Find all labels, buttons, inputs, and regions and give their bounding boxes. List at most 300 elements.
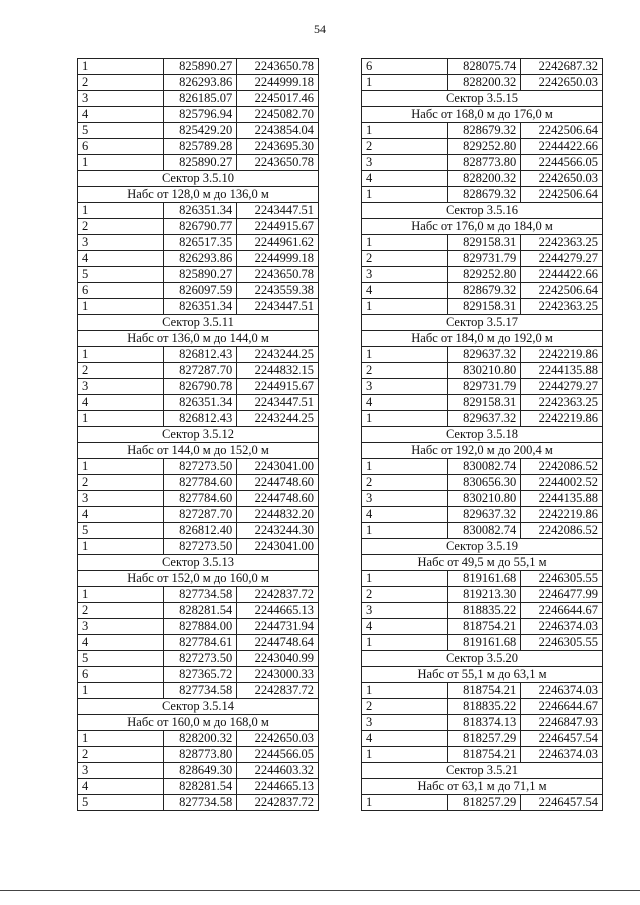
left-table-body <box>78 59 319 811</box>
x-coordinate: 825796.94 <box>164 107 237 123</box>
y-coordinate: 2246847.93 <box>521 715 603 731</box>
sector-range-row <box>362 443 603 459</box>
left-column <box>77 58 319 811</box>
y-coordinate: 2242837.72 <box>237 587 319 603</box>
table-row <box>78 731 319 747</box>
table-row <box>78 683 319 699</box>
x-coordinate: 830210.80 <box>448 491 521 507</box>
y-coordinate: 2244422.66 <box>521 267 603 283</box>
x-coordinate: 826293.86 <box>164 75 237 91</box>
point-number: 1 <box>78 683 164 699</box>
point-number: 1 <box>362 523 448 539</box>
table-row <box>362 731 603 747</box>
y-coordinate: 2245082.70 <box>237 107 319 123</box>
sector-title-row <box>78 555 319 571</box>
x-coordinate: 829731.79 <box>448 379 521 395</box>
y-coordinate: 2244999.18 <box>237 75 319 91</box>
y-coordinate: 2242363.25 <box>521 395 603 411</box>
table-row <box>362 187 603 203</box>
y-coordinate: 2242650.03 <box>521 75 603 91</box>
x-coordinate: 818257.29 <box>448 731 521 747</box>
point-number: 1 <box>362 571 448 587</box>
sector-range: Набс от 192,0 м до 200,4 м <box>362 443 603 459</box>
page-number: 54 <box>314 22 326 36</box>
table-row <box>78 763 319 779</box>
x-coordinate: 829637.32 <box>448 411 521 427</box>
point-number: 6 <box>362 59 448 75</box>
y-coordinate: 2244279.27 <box>521 251 603 267</box>
point-number: 1 <box>78 411 164 427</box>
point-number: 5 <box>78 651 164 667</box>
sector-title: Сектор 3.5.16 <box>362 203 603 219</box>
x-coordinate: 826185.07 <box>164 91 237 107</box>
table-row <box>78 667 319 683</box>
point-number: 1 <box>78 155 164 171</box>
y-coordinate: 2244915.67 <box>237 219 319 235</box>
y-coordinate: 2244748.60 <box>237 491 319 507</box>
point-number: 2 <box>78 747 164 763</box>
y-coordinate: 2243000.33 <box>237 667 319 683</box>
y-coordinate: 2242086.52 <box>521 459 603 475</box>
y-coordinate: 2242363.25 <box>521 235 603 251</box>
y-coordinate: 2242219.86 <box>521 347 603 363</box>
table-row <box>78 619 319 635</box>
table-row <box>362 123 603 139</box>
sector-title-row <box>362 763 603 779</box>
y-coordinate: 2242650.03 <box>521 171 603 187</box>
point-number: 4 <box>78 395 164 411</box>
right-table-body <box>362 59 603 811</box>
x-coordinate: 826517.35 <box>164 235 237 251</box>
x-coordinate: 829252.80 <box>448 267 521 283</box>
table-row <box>362 507 603 523</box>
table-row <box>78 91 319 107</box>
x-coordinate: 828649.30 <box>164 763 237 779</box>
y-coordinate: 2242837.72 <box>237 795 319 811</box>
y-coordinate: 2243040.99 <box>237 651 319 667</box>
table-row <box>78 299 319 315</box>
table-row <box>78 539 319 555</box>
sector-range-row <box>78 571 319 587</box>
y-coordinate: 2246457.54 <box>521 795 603 811</box>
sector-range-row <box>362 779 603 795</box>
x-coordinate: 826812.43 <box>164 411 237 427</box>
x-coordinate: 825890.27 <box>164 267 237 283</box>
point-number: 3 <box>362 379 448 395</box>
sector-title: Сектор 3.5.11 <box>78 315 319 331</box>
sector-title-row <box>362 203 603 219</box>
sector-range-row <box>78 443 319 459</box>
point-number: 1 <box>362 235 448 251</box>
sector-title: Сектор 3.5.21 <box>362 763 603 779</box>
x-coordinate: 826812.43 <box>164 347 237 363</box>
x-coordinate: 827287.70 <box>164 363 237 379</box>
x-coordinate: 818754.21 <box>448 683 521 699</box>
table-row <box>78 155 319 171</box>
point-number: 5 <box>78 267 164 283</box>
y-coordinate: 2246374.03 <box>521 683 603 699</box>
y-coordinate: 2244731.94 <box>237 619 319 635</box>
y-coordinate: 2244566.05 <box>237 747 319 763</box>
point-number: 3 <box>78 491 164 507</box>
y-coordinate: 2244279.27 <box>521 379 603 395</box>
table-row <box>362 155 603 171</box>
sector-range-row <box>362 555 603 571</box>
table-row <box>362 459 603 475</box>
point-number: 2 <box>78 219 164 235</box>
y-coordinate: 2243650.78 <box>237 267 319 283</box>
y-coordinate: 2242837.72 <box>237 683 319 699</box>
point-number: 1 <box>362 459 448 475</box>
x-coordinate: 827884.00 <box>164 619 237 635</box>
x-coordinate: 827365.72 <box>164 667 237 683</box>
point-number: 4 <box>362 619 448 635</box>
sector-range-row <box>362 107 603 123</box>
y-coordinate: 2243447.51 <box>237 395 319 411</box>
sector-title-row <box>78 315 319 331</box>
table-row <box>362 171 603 187</box>
x-coordinate: 827273.50 <box>164 539 237 555</box>
table-row <box>78 123 319 139</box>
y-coordinate: 2245017.46 <box>237 91 319 107</box>
point-number: 1 <box>78 59 164 75</box>
y-coordinate: 2246477.99 <box>521 587 603 603</box>
sector-range: Набс от 152,0 м до 160,0 м <box>78 571 319 587</box>
table-row <box>78 795 319 811</box>
table-row <box>362 587 603 603</box>
table-row <box>362 59 603 75</box>
sector-title: Сектор 3.5.10 <box>78 171 319 187</box>
table-row <box>362 523 603 539</box>
sector-range-row <box>78 331 319 347</box>
table-row <box>78 139 319 155</box>
table-row <box>362 235 603 251</box>
y-coordinate: 2243041.00 <box>237 459 319 475</box>
table-row <box>362 75 603 91</box>
table-row <box>362 267 603 283</box>
point-number: 1 <box>78 731 164 747</box>
point-number: 4 <box>362 283 448 299</box>
x-coordinate: 828773.80 <box>448 155 521 171</box>
x-coordinate: 827734.58 <box>164 683 237 699</box>
x-coordinate: 828281.54 <box>164 603 237 619</box>
x-coordinate: 827287.70 <box>164 507 237 523</box>
sector-title-row <box>362 539 603 555</box>
table-row <box>362 283 603 299</box>
y-coordinate: 2244832.15 <box>237 363 319 379</box>
y-coordinate: 2246374.03 <box>521 747 603 763</box>
table-row <box>78 523 319 539</box>
point-number: 1 <box>362 683 448 699</box>
point-number: 3 <box>362 603 448 619</box>
y-coordinate: 2242219.86 <box>521 411 603 427</box>
table-row <box>78 635 319 651</box>
bottom-divider <box>0 890 640 891</box>
y-coordinate: 2246457.54 <box>521 731 603 747</box>
y-coordinate: 2242506.64 <box>521 283 603 299</box>
sector-title-row <box>78 699 319 715</box>
x-coordinate: 830082.74 <box>448 459 521 475</box>
table-row <box>362 475 603 491</box>
sector-title: Сектор 3.5.19 <box>362 539 603 555</box>
x-coordinate: 828075.74 <box>448 59 521 75</box>
x-coordinate: 828281.54 <box>164 779 237 795</box>
sector-title: Сектор 3.5.12 <box>78 427 319 443</box>
x-coordinate: 826812.40 <box>164 523 237 539</box>
y-coordinate: 2243041.00 <box>237 539 319 555</box>
point-number: 4 <box>78 507 164 523</box>
table-row <box>78 587 319 603</box>
table-row <box>362 683 603 699</box>
table-row <box>362 491 603 507</box>
point-number: 3 <box>78 763 164 779</box>
table-row <box>78 379 319 395</box>
y-coordinate: 2243559.38 <box>237 283 319 299</box>
point-number: 1 <box>362 747 448 763</box>
x-coordinate: 829637.32 <box>448 347 521 363</box>
point-number: 4 <box>362 731 448 747</box>
point-number: 6 <box>78 283 164 299</box>
table-row <box>78 283 319 299</box>
point-number: 2 <box>78 75 164 91</box>
sector-range: Набс от 63,1 м до 71,1 м <box>362 779 603 795</box>
table-row <box>362 251 603 267</box>
x-coordinate: 826097.59 <box>164 283 237 299</box>
point-number: 5 <box>78 523 164 539</box>
sector-title: Сектор 3.5.15 <box>362 91 603 107</box>
table-row <box>78 235 319 251</box>
table-row <box>78 779 319 795</box>
y-coordinate: 2242650.03 <box>237 731 319 747</box>
sector-range: Набс от 160,0 м до 168,0 м <box>78 715 319 731</box>
sector-range: Набс от 176,0 м до 184,0 м <box>362 219 603 235</box>
x-coordinate: 826351.34 <box>164 203 237 219</box>
table-row <box>78 491 319 507</box>
table-row <box>362 379 603 395</box>
y-coordinate: 2244135.88 <box>521 491 603 507</box>
sector-title-row <box>78 427 319 443</box>
x-coordinate: 828679.32 <box>448 123 521 139</box>
x-coordinate: 827784.60 <box>164 475 237 491</box>
y-coordinate: 2244665.13 <box>237 603 319 619</box>
x-coordinate: 830210.80 <box>448 363 521 379</box>
y-coordinate: 2246644.67 <box>521 603 603 619</box>
y-coordinate: 2244566.05 <box>521 155 603 171</box>
point-number: 1 <box>78 299 164 315</box>
point-number: 2 <box>78 363 164 379</box>
sector-range: Набс от 49,5 м до 55,1 м <box>362 555 603 571</box>
y-coordinate: 2242506.64 <box>521 123 603 139</box>
x-coordinate: 825890.27 <box>164 155 237 171</box>
point-number: 1 <box>78 203 164 219</box>
table-row <box>362 363 603 379</box>
sector-title: Сектор 3.5.18 <box>362 427 603 443</box>
x-coordinate: 818257.29 <box>448 795 521 811</box>
table-row <box>362 699 603 715</box>
x-coordinate: 829637.32 <box>448 507 521 523</box>
point-number: 2 <box>362 251 448 267</box>
x-coordinate: 826790.77 <box>164 219 237 235</box>
x-coordinate: 827273.50 <box>164 651 237 667</box>
y-coordinate: 2244915.67 <box>237 379 319 395</box>
y-coordinate: 2244961.62 <box>237 235 319 251</box>
point-number: 1 <box>78 539 164 555</box>
point-number: 2 <box>78 603 164 619</box>
x-coordinate: 829252.80 <box>448 139 521 155</box>
x-coordinate: 826790.78 <box>164 379 237 395</box>
point-number: 4 <box>78 107 164 123</box>
coordinates-table-left <box>77 58 319 811</box>
x-coordinate: 828679.32 <box>448 187 521 203</box>
point-number: 3 <box>78 235 164 251</box>
sector-range-row <box>362 331 603 347</box>
sector-range: Набс от 184,0 м до 192,0 м <box>362 331 603 347</box>
sector-range: Набс от 136,0 м до 144,0 м <box>78 331 319 347</box>
y-coordinate: 2243650.78 <box>237 59 319 75</box>
sector-range: Набс от 168,0 м до 176,0 м <box>362 107 603 123</box>
x-coordinate: 825890.27 <box>164 59 237 75</box>
table-row <box>78 347 319 363</box>
y-coordinate: 2246644.67 <box>521 699 603 715</box>
sector-range-row <box>78 187 319 203</box>
y-coordinate: 2246374.03 <box>521 619 603 635</box>
y-coordinate: 2244135.88 <box>521 363 603 379</box>
point-number: 2 <box>362 139 448 155</box>
sector-title: Сектор 3.5.13 <box>78 555 319 571</box>
table-row <box>78 507 319 523</box>
table-row <box>362 635 603 651</box>
y-coordinate: 2244002.52 <box>521 475 603 491</box>
y-coordinate: 2243244.25 <box>237 347 319 363</box>
x-coordinate: 827784.60 <box>164 491 237 507</box>
y-coordinate: 2242219.86 <box>521 507 603 523</box>
point-number: 2 <box>362 475 448 491</box>
x-coordinate: 818835.22 <box>448 699 521 715</box>
table-row <box>362 395 603 411</box>
point-number: 6 <box>78 667 164 683</box>
x-coordinate: 828773.80 <box>164 747 237 763</box>
x-coordinate: 825429.20 <box>164 123 237 139</box>
table-row <box>78 59 319 75</box>
table-row <box>78 475 319 491</box>
y-coordinate: 2243650.78 <box>237 155 319 171</box>
table-row <box>78 459 319 475</box>
x-coordinate: 829158.31 <box>448 395 521 411</box>
table-row <box>362 603 603 619</box>
table-row <box>362 795 603 811</box>
right-column <box>361 58 603 811</box>
x-coordinate: 818835.22 <box>448 603 521 619</box>
x-coordinate: 828200.32 <box>448 75 521 91</box>
y-coordinate: 2244832.20 <box>237 507 319 523</box>
sector-title: Сектор 3.5.20 <box>362 651 603 667</box>
x-coordinate: 827273.50 <box>164 459 237 475</box>
sector-title-row <box>78 171 319 187</box>
table-row <box>78 363 319 379</box>
point-number: 5 <box>78 795 164 811</box>
x-coordinate: 818374.13 <box>448 715 521 731</box>
sector-range-row <box>362 219 603 235</box>
point-number: 1 <box>362 795 448 811</box>
point-number: 4 <box>362 395 448 411</box>
point-number: 3 <box>78 619 164 635</box>
x-coordinate: 828200.32 <box>448 171 521 187</box>
x-coordinate: 819161.68 <box>448 635 521 651</box>
point-number: 1 <box>362 187 448 203</box>
sector-title: Сектор 3.5.14 <box>78 699 319 715</box>
point-number: 1 <box>78 347 164 363</box>
y-coordinate: 2243447.51 <box>237 203 319 219</box>
y-coordinate: 2242363.25 <box>521 299 603 315</box>
sector-title-row <box>362 91 603 107</box>
x-coordinate: 819213.30 <box>448 587 521 603</box>
x-coordinate: 829731.79 <box>448 251 521 267</box>
table-row <box>362 571 603 587</box>
sector-range-row <box>362 667 603 683</box>
x-coordinate: 818754.21 <box>448 747 521 763</box>
x-coordinate: 818754.21 <box>448 619 521 635</box>
y-coordinate: 2244603.32 <box>237 763 319 779</box>
table-row <box>362 747 603 763</box>
y-coordinate: 2243447.51 <box>237 299 319 315</box>
point-number: 4 <box>78 635 164 651</box>
point-number: 4 <box>78 779 164 795</box>
point-number: 4 <box>78 251 164 267</box>
table-row <box>362 139 603 155</box>
point-number: 4 <box>362 507 448 523</box>
point-number: 3 <box>362 155 448 171</box>
point-number: 1 <box>362 123 448 139</box>
y-coordinate: 2243695.30 <box>237 139 319 155</box>
table-row <box>78 267 319 283</box>
table-row <box>362 715 603 731</box>
y-coordinate: 2243854.04 <box>237 123 319 139</box>
point-number: 1 <box>362 347 448 363</box>
point-number: 2 <box>362 587 448 603</box>
y-coordinate: 2244999.18 <box>237 251 319 267</box>
y-coordinate: 2243244.25 <box>237 411 319 427</box>
point-number: 3 <box>362 715 448 731</box>
x-coordinate: 828200.32 <box>164 731 237 747</box>
table-row <box>362 411 603 427</box>
point-number: 3 <box>78 91 164 107</box>
sector-title-row <box>362 315 603 331</box>
y-coordinate: 2242687.32 <box>521 59 603 75</box>
x-coordinate: 819161.68 <box>448 571 521 587</box>
table-row <box>78 251 319 267</box>
table-row <box>78 411 319 427</box>
x-coordinate: 826351.34 <box>164 395 237 411</box>
x-coordinate: 826293.86 <box>164 251 237 267</box>
sector-range: Набс от 128,0 м до 136,0 м <box>78 187 319 203</box>
x-coordinate: 830656.30 <box>448 475 521 491</box>
y-coordinate: 2244748.64 <box>237 635 319 651</box>
x-coordinate: 830082.74 <box>448 523 521 539</box>
y-coordinate: 2244665.13 <box>237 779 319 795</box>
point-number: 6 <box>78 139 164 155</box>
sector-title-row <box>362 427 603 443</box>
y-coordinate: 2242506.64 <box>521 187 603 203</box>
table-row <box>78 75 319 91</box>
x-coordinate: 826351.34 <box>164 299 237 315</box>
point-number: 2 <box>362 363 448 379</box>
table-row <box>78 651 319 667</box>
table-row <box>78 395 319 411</box>
y-coordinate: 2246305.55 <box>521 635 603 651</box>
point-number: 3 <box>362 491 448 507</box>
x-coordinate: 829158.31 <box>448 235 521 251</box>
point-number: 3 <box>78 379 164 395</box>
